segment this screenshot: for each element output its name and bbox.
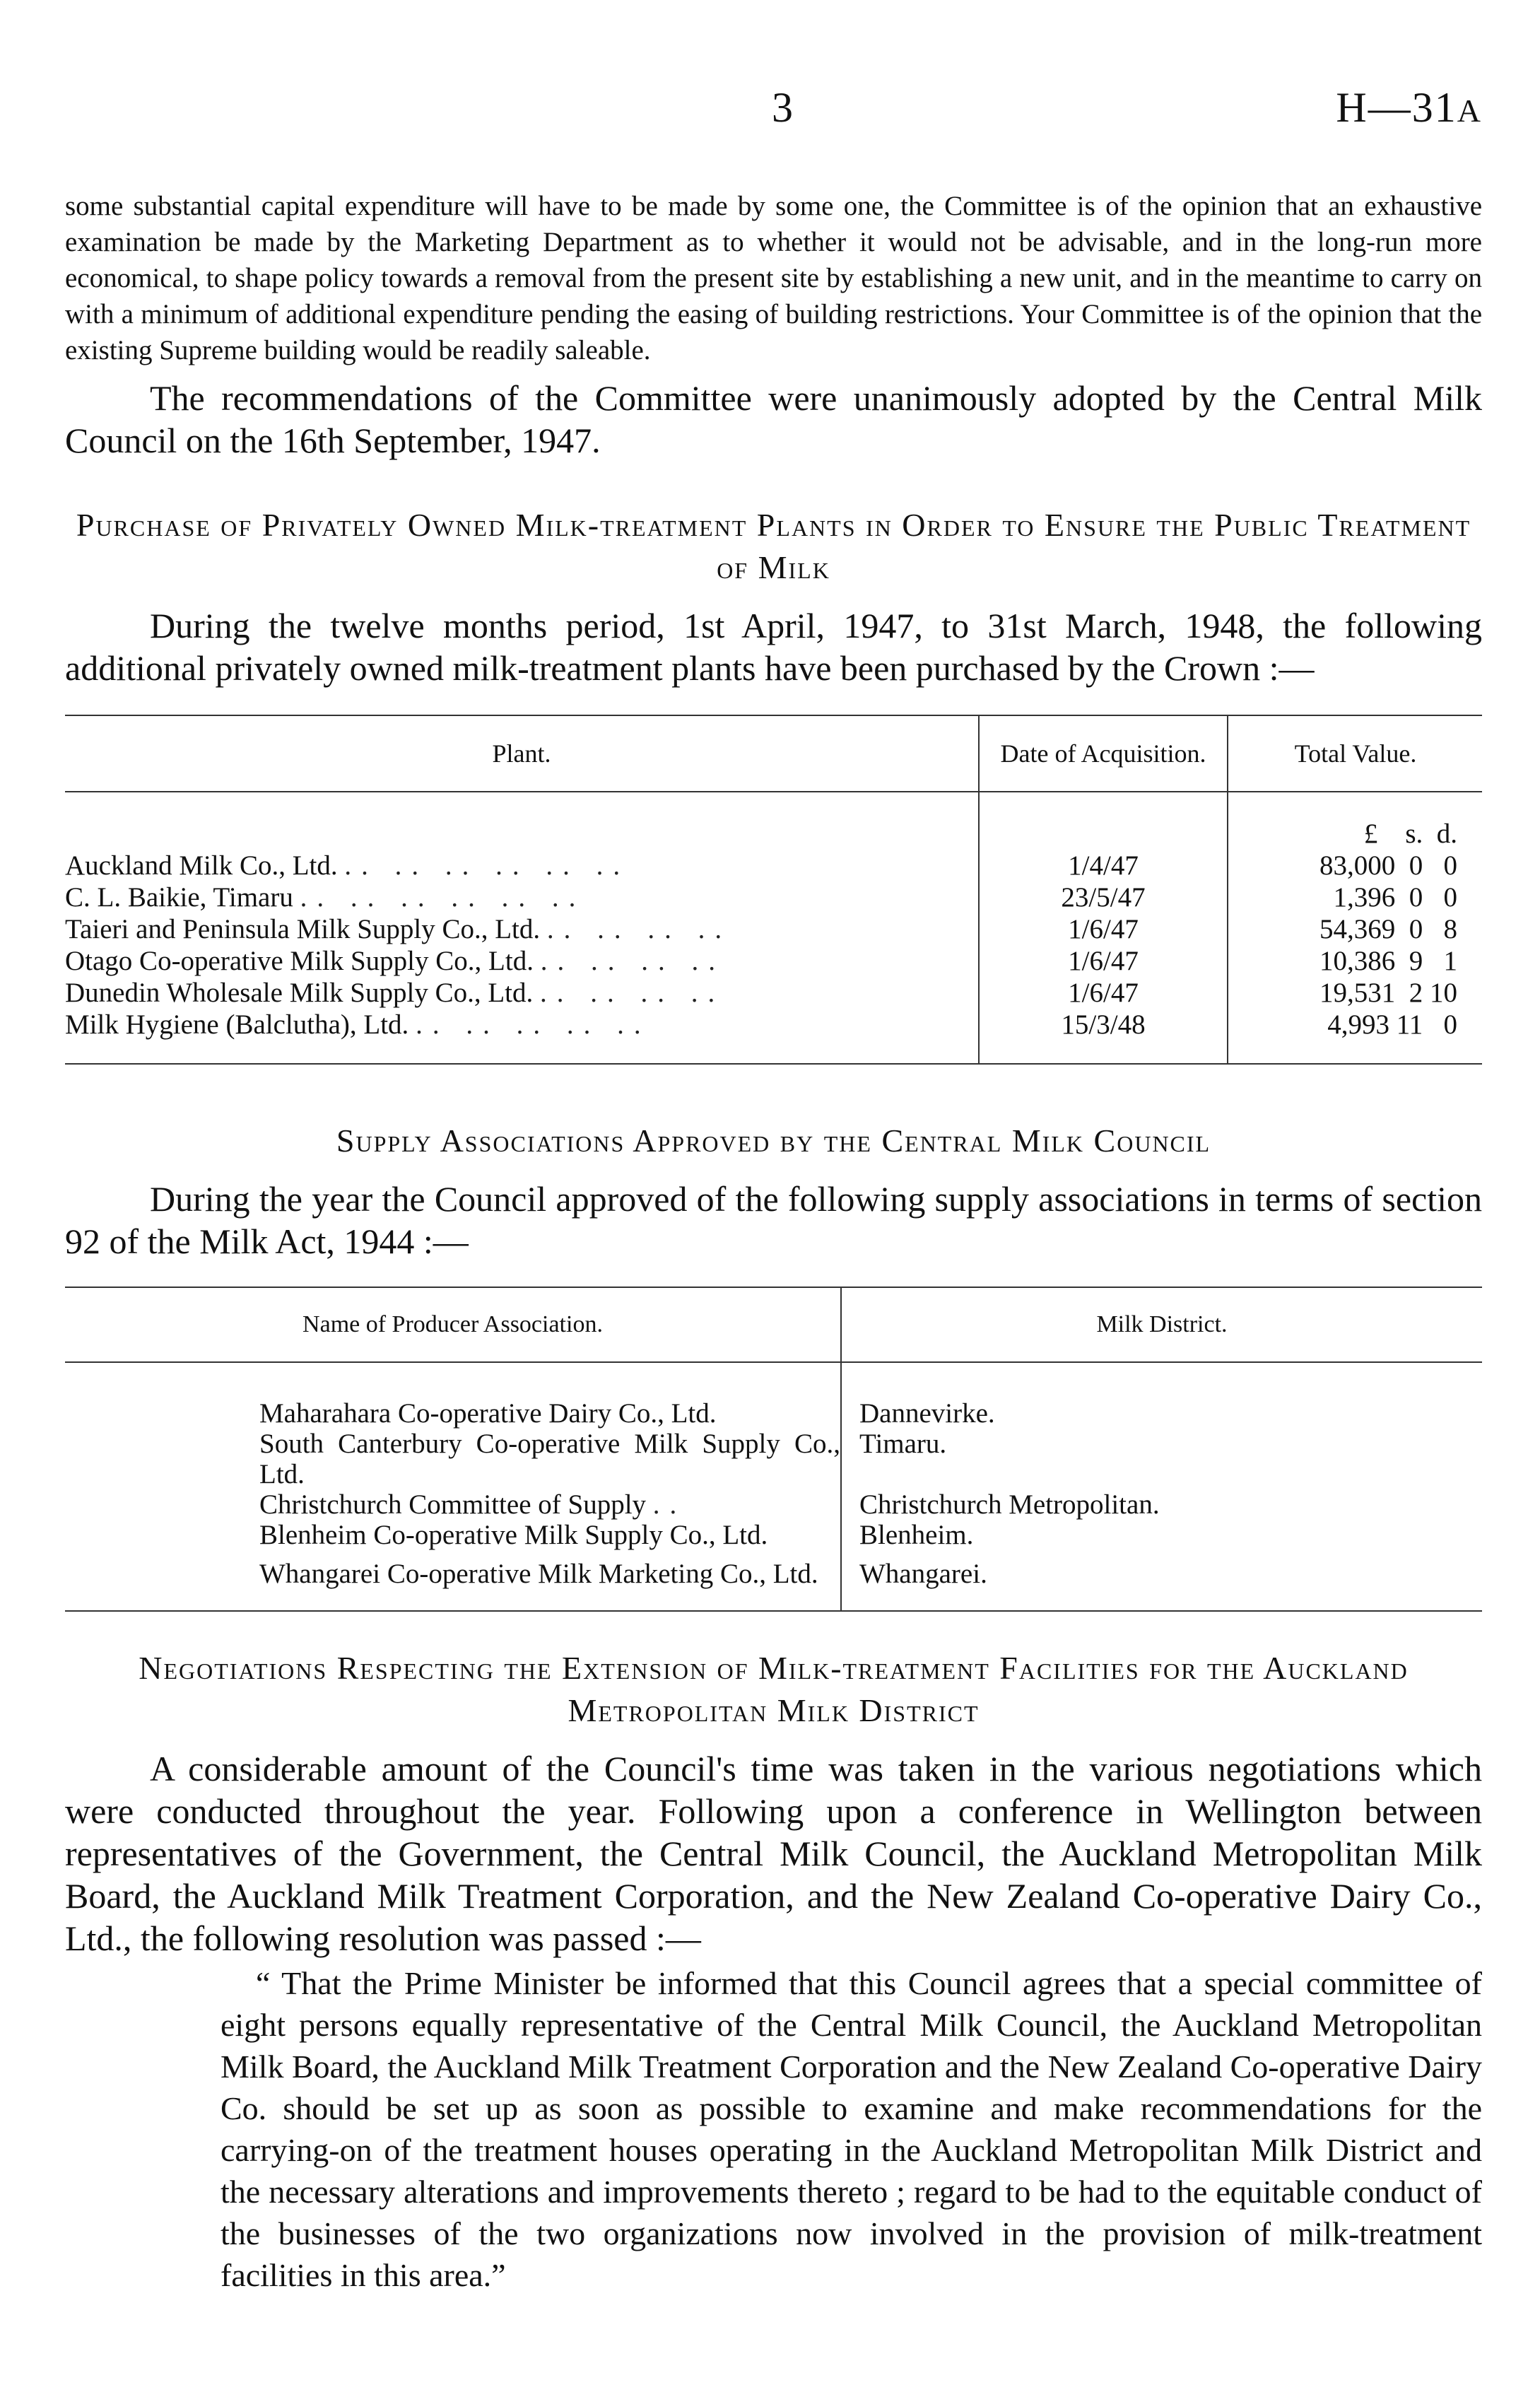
supply-paragraph: During the year the Council approved of the following supply associations in terms of section 92 of the Milk Act, 1944 :— (65, 1179, 1482, 1261)
association-name: Blenheim Co-operative Milk Supply Co., Ltd. (259, 1520, 768, 1550)
plant-name: Auckland Milk Co., Ltd. (65, 850, 338, 881)
associations-table-header (65, 1287, 1482, 1362)
acquisition-date: 1/6/47 (979, 945, 1228, 977)
plant-name: C. L. Baikie, Timaru (65, 882, 293, 913)
table-row: Otago Co-operative Milk Supply Co., Ltd. .. .. .. .. 1/6/47 10,386 9 1 (65, 945, 1482, 977)
acquisition-date: 23/5/47 (979, 881, 1228, 913)
table-row: Auckland Milk Co., Ltd. .. .. .. .. .. .. 1/4/47 83,000 0 0 (65, 850, 1482, 881)
page-header (65, 0, 1482, 148)
table-row (65, 1362, 1482, 1429)
acquisition-date: 1/6/47 (979, 913, 1228, 945)
plants-table (65, 715, 1482, 1065)
col-value: Total Value. (1228, 715, 1482, 792)
col-date: Date of Acquisition. (979, 715, 1228, 792)
currency-units: £ s. d. (1228, 792, 1482, 850)
table-row (65, 1429, 1482, 1489)
plants-table-header (65, 715, 1482, 792)
purchase-paragraph: During the twelve months period, 1st April, 1947, to 31st March, 1948, the following additional privately owned milk-treatment plants have been purchased by the Crown :— (65, 606, 1482, 688)
acquisition-date: 1/4/47 (979, 850, 1228, 881)
page-number: 3 (772, 84, 793, 131)
col-milk-district: Milk District. (841, 1287, 1482, 1362)
milk-district: Dannevirke. (841, 1362, 1482, 1429)
total-value: 1,396 0 0 (1228, 881, 1482, 913)
table-row (65, 1550, 1482, 1611)
table-row: Milk Hygiene (Balclutha), Ltd. .. .. .. .. .. 15/3/48 4,993 11 0 (65, 1009, 1482, 1064)
plant-name: Dunedin Wholesale Milk Supply Co., Ltd. (65, 978, 534, 1008)
total-value: 4,993 11 0 (1228, 1009, 1482, 1064)
associations-table (65, 1287, 1482, 1612)
association-name: Whangarei Co-operative Milk Marketing Co., Ltd. (259, 1559, 818, 1589)
association-name: Maharahara Co-operative Dairy Co., Ltd. (259, 1398, 717, 1429)
table-row (65, 1520, 1482, 1550)
intro-paragraph: some substantial capital expenditure will have to be made by some one, the Committee is of the opinion that an exhaustive examination be made by the Marketing Department as to whether it would not be advisable, and in the long-run more economical, to shape policy towards a removal from the present site by establishing a new unit, and in the meantime to carry on with a minimum of additional expenditure pending the easing of building restrictions. Your Committee is of the opinion that the existing Supreme building would be readily saleable. (65, 191, 1482, 365)
milk-district: Timaru. (841, 1429, 1482, 1489)
section-heading-supply-associations: Supply Associations Approved by the Central Milk Council (336, 1123, 1211, 1159)
table-row: Taieri and Peninsula Milk Supply Co., Ltd. .. .. .. .. 1/6/47 54,369 0 8 (65, 913, 1482, 945)
section-heading-purchase: Purchase of Privately Owned Milk-treatment Plants in Order to Ensure the Public Treatment of Milk (76, 507, 1471, 585)
table-row: Dunedin Wholesale Milk Supply Co., Ltd. .. .. .. .. 1/6/47 19,531 2 10 (65, 977, 1482, 1009)
col-association-name: Name of Producer Association. (65, 1287, 841, 1362)
plant-name: Taieri and Peninsula Milk Supply Co., Ltd. (65, 914, 541, 944)
table-row: C. L. Baikie, Timaru .. .. .. .. .. .. 23/5/47 1,396 0 0 (65, 881, 1482, 913)
total-value: 10,386 9 1 (1228, 945, 1482, 977)
document-page (65, 0, 1482, 2296)
adoption-paragraph: The recommendations of the Committee were unanimously adopted by the Central Milk Council on the 16th September, 1947. (65, 378, 1482, 460)
association-name: Christchurch Committee of Supply (259, 1489, 647, 1520)
document-code-suffix: A (1457, 93, 1482, 129)
col-plant: Plant. (65, 715, 979, 792)
section-heading-negotiations: Negotiations Respecting the Extension of Milk-treatment Facilities for the Auckland Metropolitan Milk District (139, 1650, 1409, 1728)
milk-district: Christchurch Metropolitan. (841, 1489, 1482, 1520)
plant-name: Otago Co-operative Milk Supply Co., Ltd. (65, 946, 534, 976)
document-code (1336, 83, 1482, 132)
acquisition-date: 15/3/48 (979, 1009, 1228, 1064)
units-row (65, 792, 1482, 850)
acquisition-date: 1/6/47 (979, 977, 1228, 1009)
plant-name: Milk Hygiene (Balclutha), Ltd. (65, 1009, 409, 1040)
total-value: 19,531 2 10 (1228, 977, 1482, 1009)
table-row: Christchurch Committee of Supply .. Christchurch Metropolitan. (65, 1489, 1482, 1520)
milk-district: Blenheim. (841, 1520, 1482, 1550)
document-code-main: H—31 (1336, 84, 1457, 131)
resolution-quote: “ That the Prime Minister be informed that this Council agrees that a special committee of eight persons equally representative of the Central Milk Council, the Auckland Metropolitan Milk Board, the Auckland Milk Treatment Corporation and the New Zealand Co-operative Dairy Co. should be set up as soon as possible to examine and make recommendations for the carrying-on of the treatment houses operating in the Auckland Metropolitan Milk District and the necessary alterations and improvements thereto ; regard to be had to the equitable conduct of the businesses of the two organizations now involved in the provision of milk-treatment facilities in this area.” (221, 1965, 1482, 2293)
negotiations-paragraph: A considerable amount of the Council's time was taken in the various negotiations which were conducted throughout the year. Following upon a conference in Wellington between representatives of the Government, the Central Milk Council, the Auckland Metropolitan Milk Board, the Auckland Milk Treatment Corporation, and the New Zealand Co-operative Dairy Co., Ltd., the following resolution was passed :— (65, 1749, 1482, 1958)
total-value: 54,369 0 8 (1228, 913, 1482, 945)
milk-district: Whangarei. (841, 1550, 1482, 1611)
association-name: South Canterbury Co-operative Milk Supply Co., Ltd. (259, 1429, 840, 1489)
total-value: 83,000 0 0 (1228, 850, 1482, 881)
